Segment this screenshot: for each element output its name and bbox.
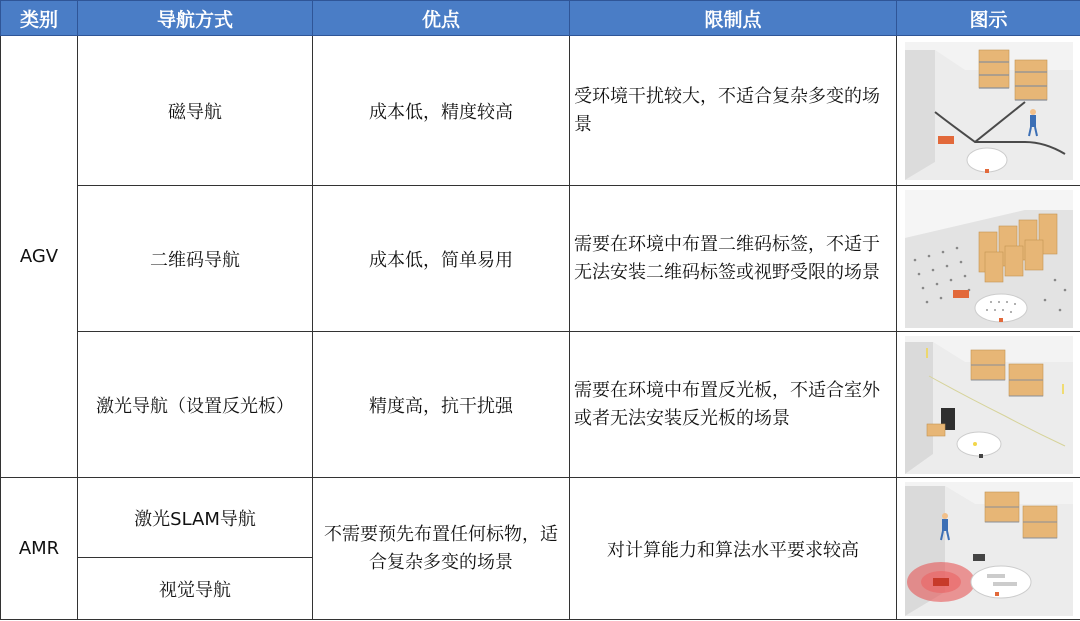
limits-cell: 需要在环境中布置二维码标签，不适于无法安装二维码标签或视野受限的场景	[570, 186, 897, 332]
header-limits: 限制点	[570, 1, 897, 36]
pros-cell: 成本低，简单易用	[313, 186, 570, 332]
pros-cell: 成本低，精度较高	[313, 36, 570, 186]
header-method: 导航方式	[78, 1, 313, 36]
illustration-cell	[897, 478, 1080, 620]
method-cell: 磁导航	[78, 36, 313, 186]
category-amr: AMR	[1, 478, 78, 620]
limits-cell: 受环境干扰较大，不适合复杂多变的场景	[570, 36, 897, 186]
amr-slam-illustration	[905, 482, 1073, 616]
header-category: 类别	[1, 1, 78, 36]
header-illustration: 图示	[897, 1, 1080, 36]
limits-cell: 需要在环境中布置反光板，不适合室外或者无法安装反光板的场景	[570, 332, 897, 478]
table-row	[1, 332, 1080, 478]
table-row	[1, 478, 1080, 558]
category-agv: AGV	[1, 36, 78, 478]
illustration-cell	[897, 36, 1080, 186]
method-cell: 激光SLAM导航	[78, 478, 313, 558]
table-row	[1, 186, 1080, 332]
pros-cell: 不需要预先布置任何标物，适合复杂多变的场景	[313, 478, 570, 620]
magnetic-navigation-illustration	[905, 42, 1073, 180]
header-pros: 优点	[313, 1, 570, 36]
method-cell: 视觉导航	[78, 558, 313, 620]
illustration-cell	[897, 332, 1080, 478]
method-cell: 二维码导航	[78, 186, 313, 332]
illustration-cell	[897, 186, 1080, 332]
pros-cell: 精度高，抗干扰强	[313, 332, 570, 478]
header-row	[1, 1, 1080, 36]
method-cell: 激光导航（设置反光板）	[78, 332, 313, 478]
limits-cell: 对计算能力和算法水平要求较高	[570, 478, 897, 620]
qr-code-navigation-illustration	[905, 190, 1073, 328]
table-row	[1, 36, 1080, 186]
laser-reflector-navigation-illustration	[905, 336, 1073, 474]
